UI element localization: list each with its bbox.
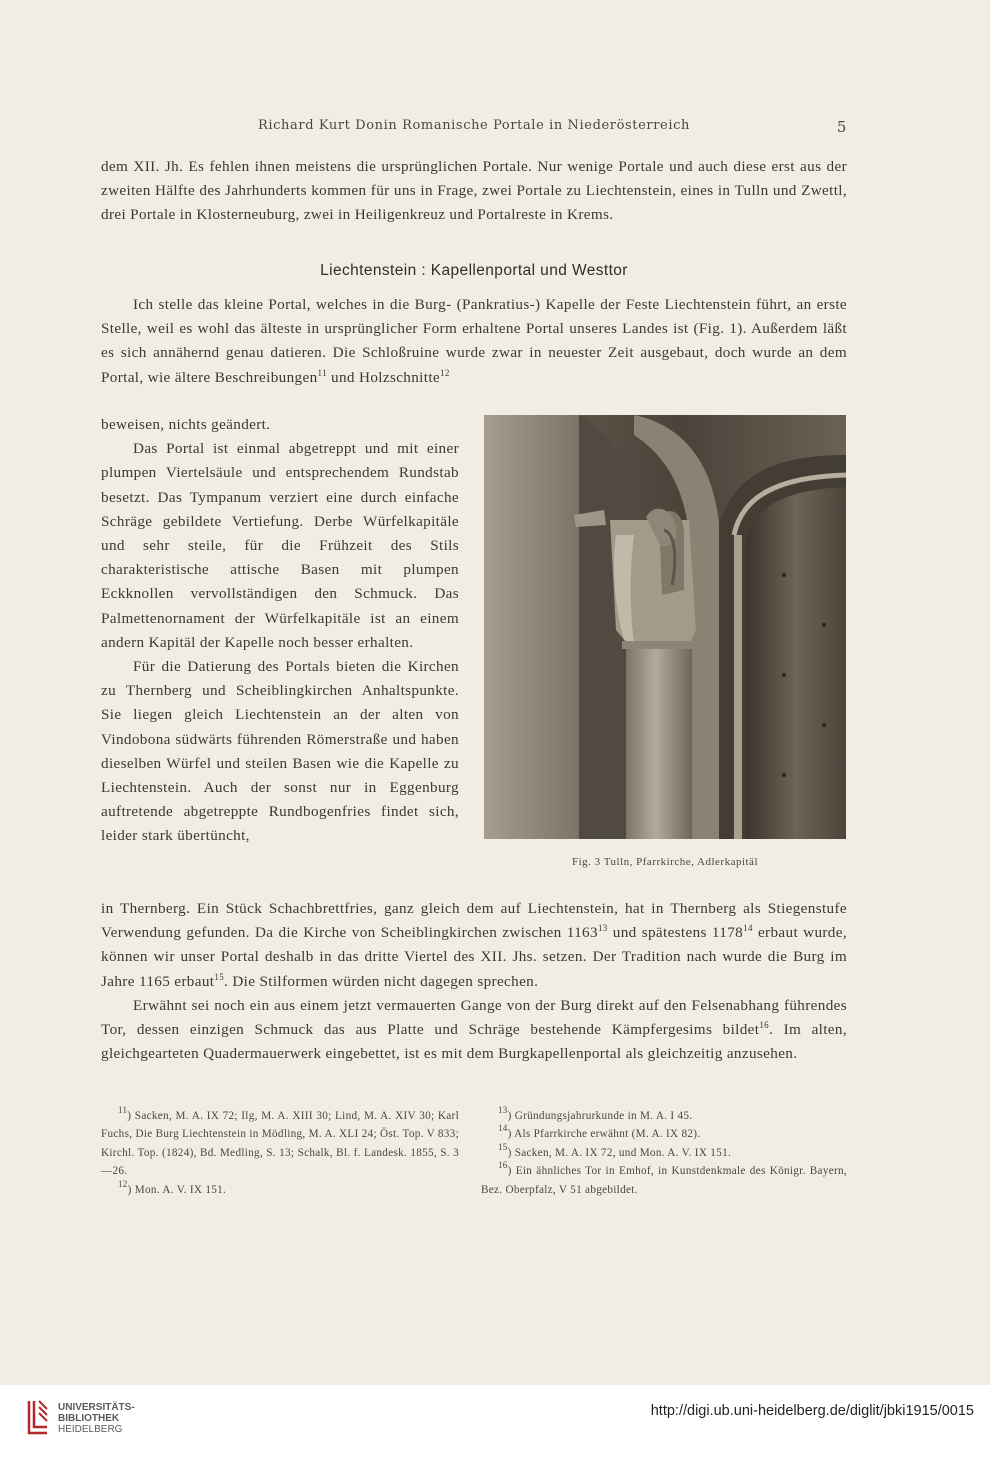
paragraph-3-text <box>101 897 847 994</box>
university-library-logo-icon[interactable] <box>26 1399 50 1435</box>
paragraph-1 <box>101 293 847 390</box>
footnote-13 <box>481 1107 847 1125</box>
footnote-text: ) Sacken, M. A. IX 72, und Mon. A. V. IX 151. <box>507 1146 732 1159</box>
library-line-2: BIBLIOTHEK <box>58 1413 120 1424</box>
paragraph-2: Das Portal ist einmal abgetreppt und mit einer plumpen Viertelsäule und entsprechendem Rundstab besetzt. Das Tympanum verziert eine durch einfache Schräge gebildete Vertiefung. Derbe Würfelkapitäle und sehr steile, für die Frühzeit des Stils charakteristische attische Basen mit plumpen Eckknollen vervollständigen den Schmuck. Das Palmettenornament der Würfelkapitäle ist an einem andern Kapitäl der Kapelle noch besser erhalten. <box>101 440 459 651</box>
paragraph-3-part-b: und spätestens 1178 <box>607 924 744 942</box>
footnote-text: ) Mon. A. V. IX 151. <box>127 1183 227 1196</box>
footnote-mark: 12 <box>118 1178 128 1189</box>
footnote-mark: 13 <box>498 1105 508 1115</box>
page-number: 5 <box>836 118 847 136</box>
paragraph-4-part-a: Erwähnt sei noch ein aus einem jetzt vermauerten Gange von der Burg direkt auf den Felsenabhang führendes Tor, dessen einzigen Schmuck das aus Platte und Schräge bestehende Kämpfergesims bildet <box>101 996 847 1039</box>
footnote-text: ) Gründungsjahrurkunde in M. A. I 45. <box>507 1110 693 1122</box>
section-heading: Liechtenstein : Kapellenportal und Westtor <box>320 262 628 279</box>
footnote-ref-11: 11 <box>317 367 327 378</box>
paragraph-4 <box>101 994 847 1067</box>
footnote-ref-14: 14 <box>743 923 753 934</box>
footnote-text: ) Als Pfarrkirche erwähnt (M. A. IX 82). <box>507 1128 701 1141</box>
footnote-mark: 11 <box>118 1105 128 1115</box>
paragraph-1-mid: und Holzschnitte <box>326 368 440 386</box>
library-line-1: UNIVERSITÄTS- <box>58 1402 135 1413</box>
paragraph-1-end: beweisen, nichts geändert. <box>101 416 271 433</box>
running-head <box>101 118 847 136</box>
running-title: Richard Kurt Donin Romanische Portale in Niederösterreich <box>258 118 690 133</box>
footnote-ref-12: 12 <box>439 367 450 378</box>
footnote-mark: 15 <box>498 1141 508 1152</box>
footnote-ref-13: 13 <box>597 923 608 934</box>
library-line-3: HEIDELBERG <box>58 1424 123 1435</box>
footnote-ref-16: 16 <box>759 1020 770 1031</box>
footnote-text: ) Ein ähnliches Tor in Emhof, in Kunstdenkmale des Königr. Bayern, Bez. Oberpfalz, V 51 abgebildet. <box>481 1165 847 1196</box>
photo-illustration <box>484 415 846 839</box>
footnote-text: ) Sacken, M. A. IX 72; Ilg, M. A. XIII 30; Lind, M. A. XIV 30; Karl Fuchs, Die Burg Liechtenstein in Mödling, M. A. XLI 24; Öst. Top. V 833; Kirchl. Top. (1824), Bd. Medling, S. 13; Schalk, Bl. f. Landesk. 1855, S. 3—26. <box>101 1110 459 1178</box>
paragraph-3-part-d: . Die Stilformen würden nicht dagegen sprechen. <box>224 972 539 990</box>
library-name[interactable] <box>58 1402 135 1435</box>
footnote-11 <box>101 1107 459 1181</box>
left-column-text <box>101 413 459 849</box>
paragraph-3-part-a: in Thernberg. Ein Stück Schachbrettfries, ganz gleich dem auf Liechtenstein, hat in Thernberg als Stiegenstufe Verwendung gefunden. Da die Kirche von Scheiblingkirchen zwischen 1163 <box>101 900 847 942</box>
paragraph-1-text <box>101 293 847 390</box>
footnote-15 <box>481 1141 847 1162</box>
paragraph-3-continued <box>101 897 847 1066</box>
footnotes-left <box>101 1107 459 1199</box>
footnote-12 <box>101 1178 459 1199</box>
intro-text: dem XII. Jh. Es fehlen ihnen meistens die ursprünglichen Portale. Nur wenige Portale und auch diese erst aus der zweiten Hälfte des Jahrhunderts kommen für uns in Frage, zwei Portale zu Liechtenstein, eines in Tulln und Zwettl, drei Portale in Klosterneuburg, zwei in Heiligenkreuz und Portalreste in Krems. <box>101 158 847 224</box>
footnote-14 <box>481 1125 847 1143</box>
paragraph-3-part-c: erbaut wurde, können wir unser Portal deshalb in das dritte Viertel des XII. Jhs. setzen. Der Tradition nach wurde die Burg im Jahre 1165 erbaut <box>101 924 847 990</box>
footnote-ref-15: 15 <box>214 971 225 982</box>
footnotes-right <box>481 1107 847 1199</box>
footnote-mark: 14 <box>498 1123 508 1134</box>
paragraph-3-column-part: Für die Datierung des Portals bieten die Kirchen zu Thernberg und Scheiblingkirchen Anhaltspunkte. Sie liegen gleich Liechtenstein an der alten von Vindobona südwärts führenden Römerstraße und haben dieselben Würfel und steilen Basen wie die Kapelle zu Liechtenstein. Auch der sonst nur in Eggenburg auftretende abgetreppte Rundbogenfries findet sich, leider stark übertüncht, <box>101 658 459 845</box>
figure-caption: Fig. 3 Tulln, Pfarrkirche, Adlerkapitäl <box>571 856 758 868</box>
source-url-link[interactable]: http://digi.ub.uni-heidelberg.de/diglit/jbki1915/0015 <box>650 1403 974 1419</box>
footnote-mark: 16 <box>498 1160 508 1171</box>
paragraph-4-part-b: . Im alten, gleichgearteten Quadermauerwerk eingebettet, ist es mit dem Burgkapellenportal als gleichzeitig anzusehen. <box>101 1021 847 1063</box>
intro-paragraph <box>101 155 847 228</box>
footnote-16 <box>481 1162 847 1199</box>
paragraph-1-start: Ich stelle das kleine Portal, welches in die Burg- (Pankratius-) Kapelle der Feste Liechtenstein führt, an erste Stelle, weil es wohl das älteste in ursprünglicher Form erhaltene Portal unseres Landes ist (Fig. 1). Außerdem läßt es sich annähernd genau datieren. Die Schloßruine wurde zwar in neuester Zeit ausgebaut, doch wurde an dem Portal, wie ältere Beschreibungen <box>101 296 847 386</box>
library-footer <box>0 1385 990 1457</box>
figure-photo-adlerkapitael <box>484 415 846 839</box>
